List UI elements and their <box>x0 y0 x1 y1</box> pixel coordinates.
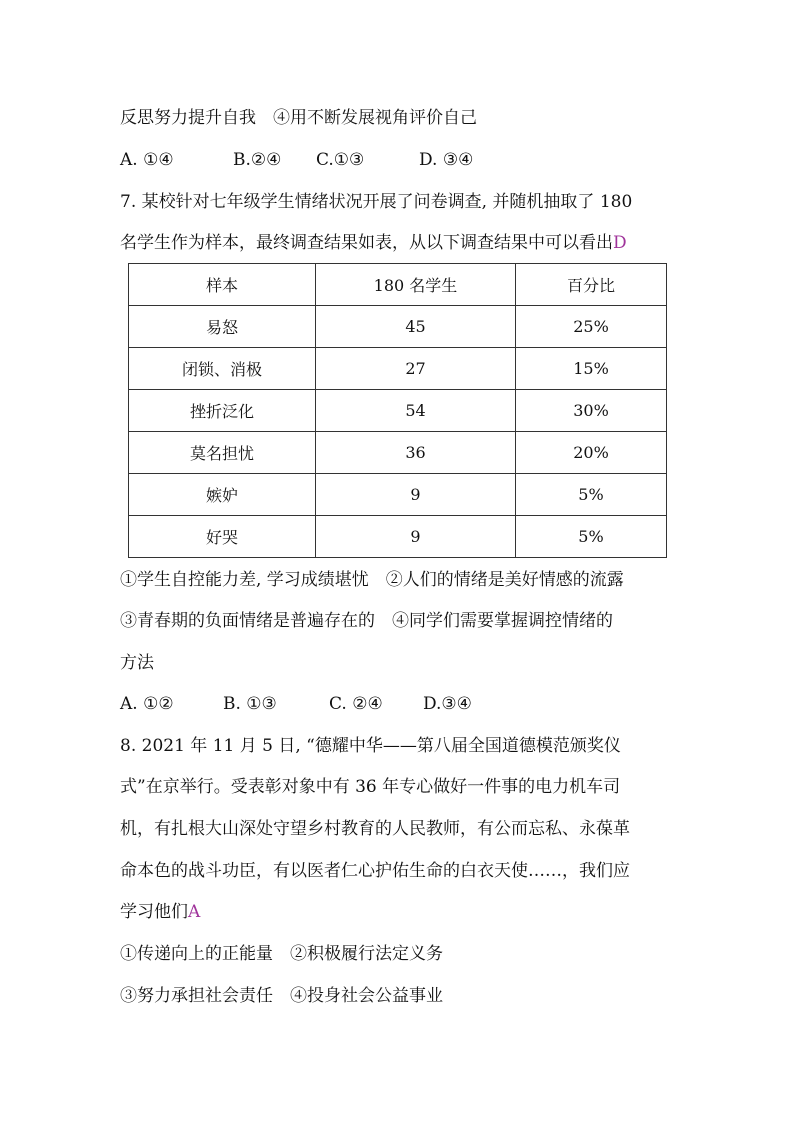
table-cell: 30% <box>516 390 667 432</box>
table-row <box>129 474 667 516</box>
table-row <box>129 306 667 348</box>
q6-options <box>120 148 473 172</box>
option-a: A. ①② <box>120 694 174 714</box>
q8-stem-line3: 机，有扎根大山深处守望乡村教育的人民教师，有公而忘私、永葆革 <box>120 819 630 839</box>
q8-stem-line5 <box>120 900 200 924</box>
q8-stem-text: 学习他们 <box>120 902 188 922</box>
survey-table <box>128 263 667 558</box>
table-cell: 莫名担忧 <box>129 432 316 474</box>
q8-stem-line4: 命本色的战斗功臣，有以医者仁心护佑生命的白衣天使……，我们应 <box>120 861 630 881</box>
table-header-row <box>129 264 667 306</box>
table-cell: 45 <box>316 306 516 348</box>
table-cell: 易怒 <box>129 306 316 348</box>
table-row <box>129 348 667 390</box>
table-cell: 25% <box>516 306 667 348</box>
q8-stem-line1: 8. 2021 年 11 月 5 日, “德耀中华——第八届全国道德模范颁奖仪 <box>120 736 621 756</box>
option-a: A. ①④ <box>120 150 174 170</box>
header-cell: 180 名学生 <box>316 264 516 306</box>
table-cell: 好哭 <box>129 516 316 558</box>
table-row <box>129 516 667 558</box>
option-c: C. ②④ <box>329 694 383 714</box>
table-cell: 嫉妒 <box>129 474 316 516</box>
table-row <box>129 390 667 432</box>
q8-statement-1: ①传递向上的正能量 ②积极履行法定义务 <box>120 944 443 964</box>
table-cell: 20% <box>516 432 667 474</box>
table-row <box>129 432 667 474</box>
table-cell: 9 <box>316 474 516 516</box>
option-d: D.③④ <box>423 694 472 714</box>
q7-options <box>120 692 472 716</box>
q7-statement-3: 方法 <box>120 653 154 673</box>
table-cell: 9 <box>316 516 516 558</box>
header-cell: 百分比 <box>516 264 667 306</box>
table-cell: 54 <box>316 390 516 432</box>
option-b: B.②④ <box>233 150 282 170</box>
table-cell: 36 <box>316 432 516 474</box>
table-cell: 5% <box>516 516 667 558</box>
q7-statement-1: ①学生自控能力差, 学习成绩堪忧 ②人们的情绪是美好情感的流露 <box>120 570 624 590</box>
q7-answer: D <box>613 233 627 253</box>
table-cell: 5% <box>516 474 667 516</box>
table-cell: 闭锁、消极 <box>129 348 316 390</box>
q8-stem-line2: 式”在京举行。受表彰对象中有 36 年专心做好一件事的电力机车司 <box>120 777 621 797</box>
q7-stem-line2 <box>120 231 627 255</box>
q8-answer: A <box>188 902 201 922</box>
table-cell: 15% <box>516 348 667 390</box>
q8-statement-2: ③努力承担社会责任 ④投身社会公益事业 <box>120 986 443 1006</box>
option-d: D. ③④ <box>419 150 474 170</box>
option-b: B. ①③ <box>223 694 277 714</box>
q7-statement-2: ③青春期的负面情绪是普遍存在的 ④同学们需要掌握调控情绪的 <box>120 611 613 631</box>
header-cell: 样本 <box>129 264 316 306</box>
q7-stem-text: 名学生作为样本，最终调查结果如表，从以下调查结果中可以看出 <box>120 233 613 253</box>
text-line: 反思努力提升自我 ④用不断发展视角评价自己 <box>120 108 477 128</box>
table-cell: 挫折泛化 <box>129 390 316 432</box>
q7-stem-line1: 7. 某校针对七年级学生情绪状况开展了问卷调查, 并随机抽取了 180 <box>120 192 633 212</box>
table-cell: 27 <box>316 348 516 390</box>
option-c: C.①③ <box>316 150 365 170</box>
